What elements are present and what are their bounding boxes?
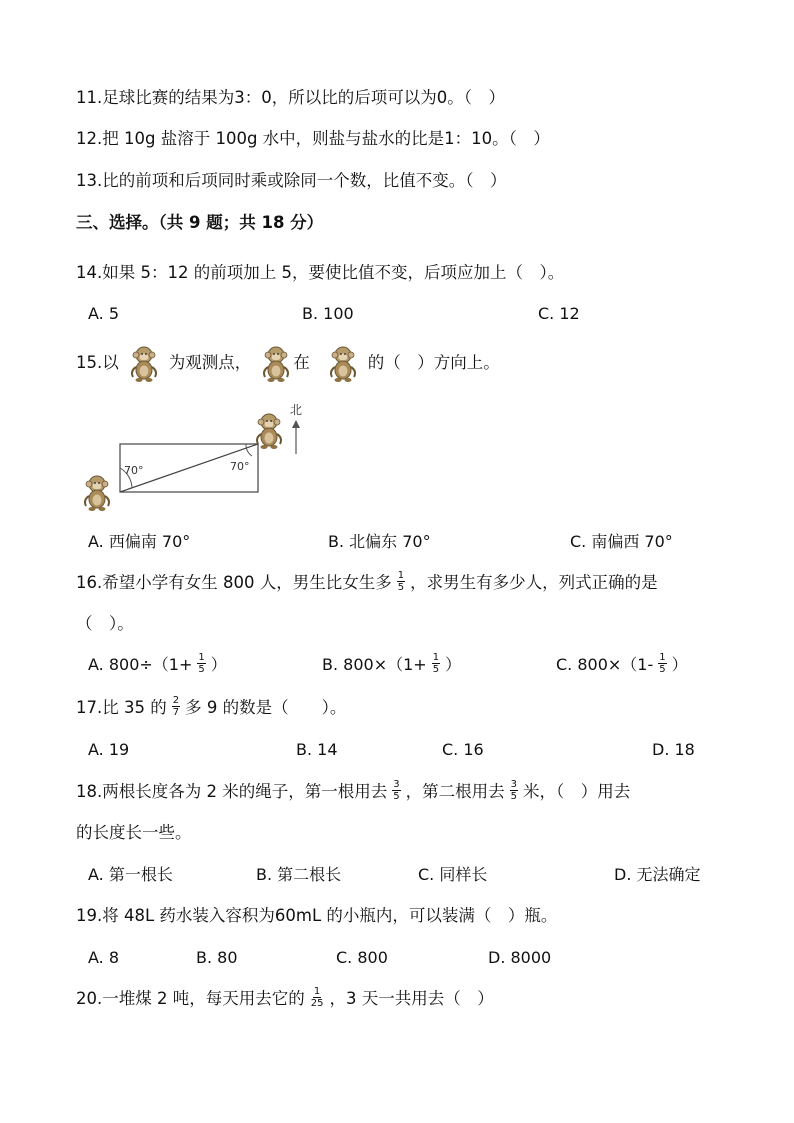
q16-fraction (397, 570, 405, 593)
option-fraction (432, 652, 440, 675)
fraction-denominator: 5 (432, 664, 440, 675)
q15-option-b: B. 北偏东 70° (328, 532, 431, 551)
fraction-numerator: 1 (313, 986, 321, 997)
fraction-denominator: 5 (393, 791, 400, 802)
direction-figure (80, 398, 320, 522)
q15-part4: 的（ ）方向上。 (367, 353, 500, 372)
fraction-numerator: 3 (510, 779, 517, 790)
q18-option-c: C. 同样长 (418, 865, 488, 884)
q17-text-after: 多 9 的数是（ ）。 (185, 698, 347, 717)
north-arrow-head-icon (292, 420, 300, 428)
question-11: 11.足球比赛的结果为3：0，所以比的后项可以为0。（ ） (76, 88, 505, 107)
fraction-numerator: 2 (172, 695, 180, 706)
q19-option-d: D. 8000 (488, 948, 552, 967)
right-angle-label: 70° (230, 460, 250, 473)
q15-part3: 在 (293, 353, 310, 372)
q18-fraction-2 (510, 779, 518, 802)
fraction-numerator: 1 (659, 652, 666, 663)
option-text-end: ） (445, 655, 462, 674)
fraction-numerator: 1 (397, 570, 405, 581)
fraction-denominator: 5 (397, 582, 405, 593)
q17-option-d: D. 18 (652, 740, 695, 759)
q18-option-b: B. 第二根长 (256, 865, 342, 884)
option-text: C. 800×（1- (556, 655, 654, 674)
q15-option-a: A. 西偏南 70° (88, 532, 191, 551)
fraction-numerator: 1 (198, 652, 205, 663)
q18-option-a: A. 第一根长 (88, 865, 173, 884)
left-angle-label: 70° (124, 464, 144, 477)
q18-text-mid: ，第二根用去 (405, 782, 505, 801)
q17-fraction (172, 695, 180, 718)
fraction-denominator: 5 (510, 791, 517, 802)
option-text-end: ） (671, 655, 688, 674)
monkey-icon (259, 345, 293, 383)
q17-option-b: B. 14 (296, 740, 338, 759)
q18-fraction-1 (392, 779, 400, 802)
fraction-numerator: 1 (432, 652, 440, 663)
north-label: 北 (290, 403, 303, 417)
question-20 (76, 988, 494, 1011)
monkey-icon (85, 476, 109, 511)
q16-text: 16.希望小学有女生 800 人，男生比女生多 (76, 573, 392, 592)
q18-line2: 的长度长一些。 (76, 823, 192, 842)
q16-option-c (556, 654, 688, 677)
question-16 (76, 572, 658, 595)
q17-option-a: A. 19 (88, 740, 130, 759)
q18-option-d: D. 无法确定 (614, 865, 701, 884)
q19-option-b: B. 80 (196, 948, 238, 967)
q15-prefix: 15.以 (76, 353, 119, 372)
question-18 (76, 781, 630, 804)
q14-option-c: C. 12 (538, 304, 580, 323)
question-17 (76, 697, 346, 720)
fraction-denominator: 7 (172, 707, 180, 718)
option-text: B. 800×（1+ (322, 655, 427, 674)
option-text-end: ） (210, 655, 227, 674)
option-text: A. 800÷（1+ (88, 655, 193, 674)
q20-text: 20.一堆煤 2 吨，每天用去它的 (76, 989, 305, 1008)
q18-text: 18.两根长度各为 2 米的绳子，第一根用去 (76, 782, 388, 801)
section-3-heading: 三、选择。（共 9 题；共 18 分） (76, 213, 324, 232)
q16-line2: （ ）。 (76, 614, 134, 633)
monkey-icon (127, 345, 161, 383)
question-19: 19.将 48L 药水装入容积为60mL 的小瓶内，可以装满（ ）瓶。 (76, 906, 558, 925)
q15-option-c: C. 南偏西 70° (570, 532, 673, 551)
question-12: 12.把 10g 盐溶于 100g 水中，则盐与盐水的比是1：10。（ ） (76, 129, 550, 148)
question-15 (76, 343, 500, 383)
question-14: 14.如果 5：12 的前项加上 5，要使比值不变，后项应加上（ ）。 (76, 263, 565, 282)
fraction-denominator: 5 (659, 664, 666, 675)
fraction-numerator: 3 (393, 779, 400, 790)
option-fraction (197, 652, 205, 675)
q19-option-a: A. 8 (88, 948, 120, 967)
q15-part2: 为观测点， (168, 353, 252, 372)
option-fraction (658, 652, 666, 675)
q16-option-b (322, 654, 461, 677)
monkey-icon (257, 414, 281, 449)
q14-option-a: A. 5 (88, 304, 120, 323)
question-13: 13.比的前项和后项同时乘或除同一个数，比值不变。（ ） (76, 171, 507, 190)
q18-text-after: 米，（ ）用去 (522, 782, 631, 801)
q17-option-c: C. 16 (442, 740, 484, 759)
fraction-denominator: 5 (198, 664, 205, 675)
q16-option-a (88, 654, 227, 677)
monkey-icon (326, 345, 360, 383)
q20-fraction (310, 986, 325, 1009)
q20-text-after: ，3 天一共用去（ ） (329, 989, 494, 1008)
q16-text-after: ，求男生有多少人，列式正确的是 (410, 573, 658, 592)
q14-option-b: B. 100 (302, 304, 354, 323)
q17-text: 17.比 35 的 (76, 698, 167, 717)
fraction-denominator: 25 (310, 998, 324, 1009)
q19-option-c: C. 800 (336, 948, 388, 967)
